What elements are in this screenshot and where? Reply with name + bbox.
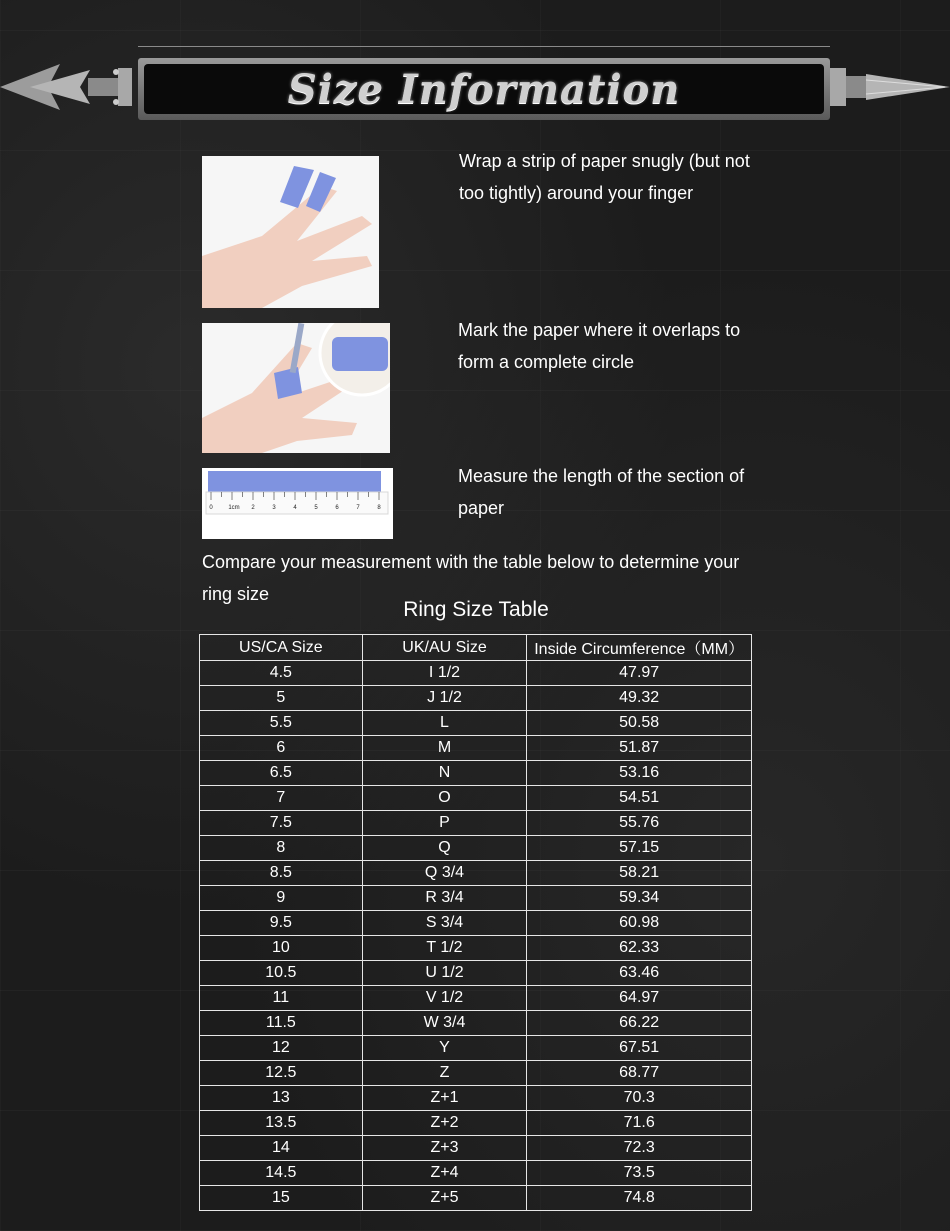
table-row [200,1036,752,1061]
ruler-tick-2: 2 [251,505,255,511]
header-uk-au-size: UK/AU Size [362,635,527,661]
page-title: Size Information [287,65,681,113]
cell-uk-au-size: P [362,811,527,836]
ruler-tick-3: 3 [272,505,276,511]
cell-uk-au-size: T 1/2 [362,936,527,961]
header-inside-circumference: Inside Circumference（MM） [527,635,752,661]
cell-uk-au-size: U 1/2 [362,961,527,986]
cell-circumference: 53.16 [527,761,752,786]
right-spear-ornament-icon [830,52,950,122]
table-row [200,736,752,761]
cell-us-ca-size: 13 [200,1086,363,1111]
cell-circumference: 73.5 [527,1161,752,1186]
cell-circumference: 71.6 [527,1111,752,1136]
cell-us-ca-size: 7.5 [200,811,363,836]
ruler-tick-1cm: 1cm [228,505,240,511]
cell-us-ca-size: 4.5 [200,661,363,686]
ruler-tick-6: 6 [335,505,339,511]
table-row [200,1111,752,1136]
cell-uk-au-size: Z+4 [362,1161,527,1186]
cell-circumference: 47.97 [527,661,752,686]
header-us-ca-size: US/CA Size [200,635,363,661]
paper-strip-measured [208,471,381,493]
cell-circumference: 57.15 [527,836,752,861]
ruler-tick-8: 8 [377,505,381,511]
table-row [200,811,752,836]
ruler-tick-4: 4 [293,505,297,511]
cell-uk-au-size: V 1/2 [362,986,527,1011]
ruler-tick-0: 0 [209,505,213,511]
cell-us-ca-size: 6.5 [200,761,363,786]
cell-us-ca-size: 14.5 [200,1161,363,1186]
table-row [200,861,752,886]
cell-uk-au-size: Y [362,1036,527,1061]
cell-circumference: 58.21 [527,861,752,886]
cell-uk-au-size: W 3/4 [362,1011,527,1036]
cell-uk-au-size: Q [362,836,527,861]
table-title: Ring Size Table [403,598,549,621]
cell-uk-au-size: S 3/4 [362,911,527,936]
cell-uk-au-size: M [362,736,527,761]
step-3-text: Measure the length of the section of paper [458,466,745,518]
cell-circumference: 67.51 [527,1036,752,1061]
table-row [200,761,752,786]
cell-circumference: 55.76 [527,811,752,836]
table-header-row [200,635,752,661]
table-row [200,1086,752,1111]
cell-us-ca-size: 12 [200,1036,363,1061]
cell-circumference: 66.22 [527,1011,752,1036]
ring-size-table [199,634,752,1211]
cell-uk-au-size: O [362,786,527,811]
cell-circumference: 74.8 [527,1186,752,1211]
cell-uk-au-size: Z+1 [362,1086,527,1111]
cell-circumference: 60.98 [527,911,752,936]
table-row [200,911,752,936]
cell-us-ca-size: 11 [200,986,363,1011]
cell-us-ca-size: 7 [200,786,363,811]
cell-uk-au-size: N [362,761,527,786]
cell-circumference: 64.97 [527,986,752,1011]
step-2-text: Mark the paper where it overlaps to form a complete circle [458,320,741,372]
ruler-tick-5: 5 [314,505,318,511]
cell-circumference: 62.33 [527,936,752,961]
cell-circumference: 72.3 [527,1136,752,1161]
ruler-tick-7: 7 [356,505,360,511]
cell-us-ca-size: 6 [200,736,363,761]
cell-uk-au-size: Z [362,1061,527,1086]
table-row [200,986,752,1011]
cell-circumference: 68.77 [527,1061,752,1086]
cell-uk-au-size: Z+3 [362,1136,527,1161]
table-row [200,1011,752,1036]
cell-us-ca-size: 10.5 [200,961,363,986]
cell-circumference: 63.46 [527,961,752,986]
cell-us-ca-size: 12.5 [200,1061,363,1086]
cell-uk-au-size: Z+5 [362,1186,527,1211]
table-row [200,711,752,736]
step-1-text: Wrap a strip of paper snugly (but not too tightly) around your finger [459,151,750,203]
left-spear-ornament-icon [0,52,140,122]
table-row [200,1161,752,1186]
cell-uk-au-size: R 3/4 [362,886,527,911]
cell-us-ca-size: 5 [200,686,363,711]
table-row [200,886,752,911]
cell-uk-au-size: Q 3/4 [362,861,527,886]
compare-instruction: Compare your measurement with the table below to determine your ring size [202,552,740,604]
cell-us-ca-size: 14 [200,1136,363,1161]
table-row [200,961,752,986]
cell-us-ca-size: 11.5 [200,1011,363,1036]
table-row [200,786,752,811]
cell-circumference: 49.32 [527,686,752,711]
cell-uk-au-size: J 1/2 [362,686,527,711]
cell-circumference: 51.87 [527,736,752,761]
table-row [200,1136,752,1161]
cell-us-ca-size: 8.5 [200,861,363,886]
table-row [200,936,752,961]
cell-us-ca-size: 5.5 [200,711,363,736]
mark-paper-photo [202,323,390,453]
table-row [200,1061,752,1086]
cell-us-ca-size: 13.5 [200,1111,363,1136]
cell-uk-au-size: I 1/2 [362,661,527,686]
cell-circumference: 50.58 [527,711,752,736]
cell-circumference: 59.34 [527,886,752,911]
cell-us-ca-size: 8 [200,836,363,861]
cell-uk-au-size: L [362,711,527,736]
cell-us-ca-size: 9 [200,886,363,911]
banner-plate [138,58,830,120]
measure-ruler-photo [202,468,393,539]
cell-uk-au-size: Z+2 [362,1111,527,1136]
cell-circumference: 70.3 [527,1086,752,1111]
banner-top-line [138,46,830,47]
cell-us-ca-size: 15 [200,1186,363,1211]
cell-us-ca-size: 9.5 [200,911,363,936]
table-row [200,661,752,686]
cell-circumference: 54.51 [527,786,752,811]
wrap-finger-photo [202,156,379,308]
cell-us-ca-size: 10 [200,936,363,961]
size-information-banner [0,44,950,126]
table-row [200,1186,752,1211]
table-row [200,686,752,711]
table-row [200,836,752,861]
